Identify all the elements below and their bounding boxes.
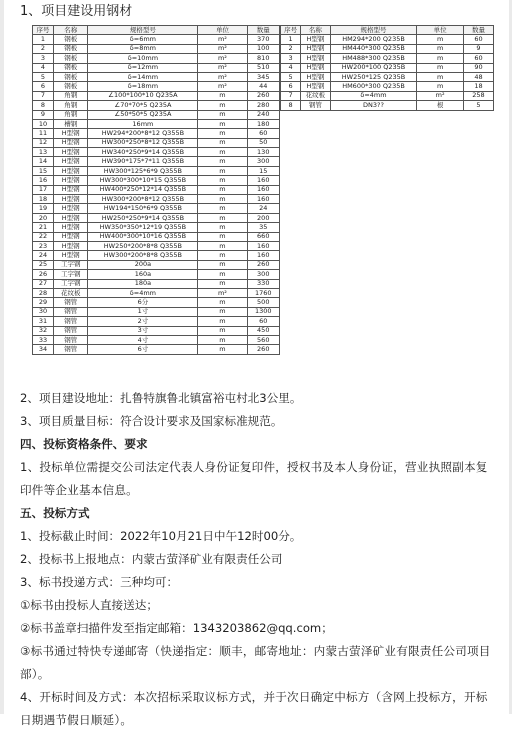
table-row [33, 223, 280, 232]
cell-spec: HW350*350*12*19 Q355B [88, 223, 198, 232]
cell-unit: 根 [417, 101, 464, 110]
cell-qty: 1300 [247, 307, 279, 316]
header-qty: 数量 [463, 26, 493, 35]
cell-name: 钢管 [53, 317, 88, 326]
cell-unit: m [417, 82, 464, 91]
cell-no: 19 [33, 204, 54, 213]
cell-no: 24 [33, 251, 54, 260]
cell-spec: HW300*250*8*12 Q355B [88, 138, 198, 147]
cell-spec: ∠100*100*10 Q235A [88, 91, 198, 100]
cell-qty: 810 [247, 54, 279, 63]
cell-unit: m [198, 335, 247, 344]
cell-name: 钢板 [53, 63, 88, 72]
cell-unit: m [417, 44, 464, 53]
cell-spec: 180a [88, 279, 198, 288]
cell-no: 9 [33, 110, 54, 119]
cell-qty: 370 [247, 35, 279, 44]
table-row [33, 157, 280, 166]
cell-unit: m [198, 279, 247, 288]
bid-deadline: 1、投标截止时间：2022年10月21日中午12时00分。 [20, 529, 302, 543]
cell-no: 12 [33, 138, 54, 147]
cell-no: 2 [281, 44, 301, 53]
table-row [33, 213, 280, 222]
table-row [33, 44, 280, 53]
cell-spec: HW400*300*10*16 Q355B [88, 232, 198, 241]
bid-location: 2、投标书上报地点：内蒙古萤泽矿业有限责任公司 [20, 552, 283, 566]
cell-no: 4 [281, 63, 301, 72]
cell-qty: 90 [463, 63, 493, 72]
cell-unit: m² [198, 54, 247, 63]
cell-spec: 4寸 [88, 335, 198, 344]
cell-unit: m [198, 138, 247, 147]
cell-qty: 660 [247, 232, 279, 241]
table-row [33, 335, 280, 344]
left-border [0, 0, 4, 714]
cell-name: H型钢 [53, 195, 88, 204]
cell-no: 15 [33, 166, 54, 175]
cell-unit: m² [198, 288, 247, 297]
cell-spec: δ=4mm [330, 91, 417, 100]
cell-spec: HW250*250*9*14 Q355B [88, 213, 198, 222]
cell-no: 1 [33, 35, 54, 44]
cell-qty: 24 [247, 204, 279, 213]
cell-spec: HW250*125 Q235B [330, 72, 417, 81]
cell-name: 角钢 [53, 91, 88, 100]
cell-unit: m [198, 204, 247, 213]
delivery-in-person: ①标书由投标人直接送达； [20, 598, 158, 612]
cell-name: 钢管 [301, 101, 331, 110]
cell-name: H型钢 [53, 166, 88, 175]
cell-name: 钢管 [53, 298, 88, 307]
cell-spec: HW300*200*8*8 Q355B [88, 251, 198, 260]
cell-spec: 6寸 [88, 345, 198, 354]
cell-qty: 300 [247, 157, 279, 166]
table-row [281, 101, 494, 110]
cell-unit: m² [198, 35, 247, 44]
cell-qty: 450 [247, 326, 279, 335]
cell-no: 23 [33, 241, 54, 250]
table-row [33, 166, 280, 175]
cell-name: H型钢 [53, 148, 88, 157]
cell-spec: δ=4mm [88, 288, 198, 297]
cell-spec: HW194*150*6*9 Q355B [88, 204, 198, 213]
cell-unit: m [198, 298, 247, 307]
header-spec: 规格型号 [88, 26, 198, 35]
cell-name: 角钢 [53, 101, 88, 110]
cell-spec: 6分 [88, 298, 198, 307]
cell-qty: 260 [247, 260, 279, 269]
table-row [33, 63, 280, 72]
cell-unit: m [198, 260, 247, 269]
cell-qty: 60 [247, 317, 279, 326]
cell-unit: m [417, 72, 464, 81]
cell-spec: HW300*125*6*9 Q355B [88, 166, 198, 175]
cell-unit: m² [198, 44, 247, 53]
cell-spec: 160a [88, 270, 198, 279]
quality-target: 3、项目质量目标：符合设计要求及国家标准规范。 [20, 414, 283, 428]
cell-spec: DN3?? [330, 101, 417, 110]
table-row [281, 44, 494, 53]
cell-no: 3 [33, 54, 54, 63]
cell-name: H型钢 [53, 204, 88, 213]
table-row [33, 195, 280, 204]
cell-name: H型钢 [53, 241, 88, 250]
cell-unit: m [198, 195, 247, 204]
cell-no: 32 [33, 326, 54, 335]
table-row [33, 298, 280, 307]
table-row [281, 72, 494, 81]
cell-qty: 50 [247, 138, 279, 147]
table-row [33, 279, 280, 288]
cell-no: 8 [33, 101, 54, 110]
cell-name: 钢板 [53, 54, 88, 63]
cell-name: 花纹板 [301, 91, 331, 100]
table-row [33, 119, 280, 128]
cell-unit: m² [198, 82, 247, 91]
cell-no: 27 [33, 279, 54, 288]
cell-name: 角钢 [53, 110, 88, 119]
cell-unit: m [198, 326, 247, 335]
cell-spec: HM440*300 Q235B [330, 44, 417, 53]
cell-unit: m [198, 232, 247, 241]
table-row [33, 110, 280, 119]
cell-qty: 258 [463, 91, 493, 100]
table-row [281, 91, 494, 100]
header-no: 序号 [281, 26, 301, 35]
cell-spec: HW250*200*8*8 Q355B [88, 241, 198, 250]
table-row [33, 307, 280, 316]
cell-name: 工字钢 [53, 260, 88, 269]
cell-name: H型钢 [53, 232, 88, 241]
cell-unit: m [198, 101, 247, 110]
qualification-heading: 四、投标资格条件、要求 [20, 437, 148, 451]
cell-unit: m [198, 166, 247, 175]
cell-qty: 260 [247, 345, 279, 354]
table-row [33, 317, 280, 326]
table-row [33, 176, 280, 185]
cell-no: 29 [33, 298, 54, 307]
cell-qty: 15 [247, 166, 279, 175]
cell-name: H型钢 [53, 223, 88, 232]
cell-no: 13 [33, 148, 54, 157]
table-row [281, 54, 494, 63]
section-heading-steel: 1、项目建设用钢材 [20, 4, 133, 19]
cell-spec: ∠70*70*5 Q235A [88, 101, 198, 110]
cell-no: 6 [33, 82, 54, 91]
header-unit: 单位 [198, 26, 247, 35]
cell-no: 10 [33, 119, 54, 128]
table-row [33, 101, 280, 110]
cell-name: 钢管 [53, 326, 88, 335]
table-row [33, 251, 280, 260]
table-row [281, 35, 494, 44]
cell-qty: 160 [247, 251, 279, 260]
cell-name: H型钢 [53, 157, 88, 166]
cell-spec: 2寸 [88, 317, 198, 326]
cell-qty: 160 [247, 176, 279, 185]
cell-no: 28 [33, 288, 54, 297]
cell-name: 钢板 [53, 44, 88, 53]
header-name: 名称 [301, 26, 331, 35]
cell-unit: m [417, 35, 464, 44]
cell-unit: m [198, 185, 247, 194]
project-address: 2、项目建设地址：扎鲁特旗鲁北镇富裕屯村北3公里。 [20, 391, 302, 405]
cell-qty: 280 [247, 101, 279, 110]
cell-no: 14 [33, 157, 54, 166]
table-row [33, 288, 280, 297]
cell-spec: HW300*300*10*15 Q355B [88, 176, 198, 185]
cell-unit: m [198, 148, 247, 157]
cell-qty: 260 [247, 91, 279, 100]
cell-unit: m [198, 251, 247, 260]
cell-qty: 130 [247, 148, 279, 157]
cell-unit: m [198, 307, 247, 316]
cell-no: 26 [33, 270, 54, 279]
table-header-row [33, 26, 280, 35]
cell-no: 34 [33, 345, 54, 354]
cell-unit: m [198, 223, 247, 232]
cell-qty: 300 [247, 270, 279, 279]
cell-no: 1 [281, 35, 301, 44]
cell-qty: 240 [247, 110, 279, 119]
cell-no: 21 [33, 223, 54, 232]
cell-unit: m [198, 110, 247, 119]
cell-name: H型钢 [301, 35, 331, 44]
cell-no: 17 [33, 185, 54, 194]
table-row [33, 54, 280, 63]
table-header-row [281, 26, 494, 35]
cell-name: 钢管 [53, 345, 88, 354]
cell-qty: 330 [247, 279, 279, 288]
cell-name: H型钢 [53, 129, 88, 138]
cell-qty: 60 [463, 54, 493, 63]
cell-name: H型钢 [53, 176, 88, 185]
table-row [33, 35, 280, 44]
cell-spec: 16mm [88, 119, 198, 128]
cell-unit: m [198, 176, 247, 185]
cell-name: H型钢 [53, 138, 88, 147]
cell-qty: 44 [247, 82, 279, 91]
delivery-email: ②标书盖章扫描件发至指定邮箱：1343203862@qq.com； [20, 621, 333, 635]
cell-spec: HM488*300 Q235B [330, 54, 417, 63]
cell-no: 30 [33, 307, 54, 316]
cell-unit: m [198, 270, 247, 279]
cell-spec: HW340*250*9*14 Q355B [88, 148, 198, 157]
table-row [33, 345, 280, 354]
cell-name: 钢板 [53, 72, 88, 81]
cell-no: 22 [33, 232, 54, 241]
cell-name: H型钢 [301, 72, 331, 81]
cell-no: 31 [33, 317, 54, 326]
cell-name: H型钢 [53, 185, 88, 194]
cell-spec: 1寸 [88, 307, 198, 316]
steel-table-left [32, 25, 280, 355]
cell-no: 2 [33, 44, 54, 53]
cell-name: H型钢 [301, 63, 331, 72]
cell-spec: δ=10mm [88, 54, 198, 63]
cell-unit: m [198, 129, 247, 138]
cell-name: 钢管 [53, 335, 88, 344]
cell-spec: HW390*175*7*11 Q355B [88, 157, 198, 166]
cell-spec: 3寸 [88, 326, 198, 335]
cell-unit: m [198, 213, 247, 222]
cell-name: H型钢 [301, 54, 331, 63]
cell-qty: 1760 [247, 288, 279, 297]
table-row [33, 204, 280, 213]
cell-no: 4 [33, 63, 54, 72]
cell-no: 5 [33, 72, 54, 81]
cell-spec: HW400*250*12*14 Q355B [88, 185, 198, 194]
cell-no: 7 [33, 91, 54, 100]
table-row [33, 91, 280, 100]
cell-no: 33 [33, 335, 54, 344]
cell-no: 8 [281, 101, 301, 110]
cell-name: 槽钢 [53, 119, 88, 128]
table-row [33, 138, 280, 147]
cell-name: H型钢 [301, 82, 331, 91]
header-name: 名称 [53, 26, 88, 35]
cell-name: 花纹板 [53, 288, 88, 297]
cell-qty: 160 [247, 185, 279, 194]
cell-name: H型钢 [53, 251, 88, 260]
cell-no: 6 [281, 82, 301, 91]
table-row [33, 326, 280, 335]
cell-qty: 48 [463, 72, 493, 81]
cell-no: 16 [33, 176, 54, 185]
cell-name: 工字钢 [53, 279, 88, 288]
cell-no: 25 [33, 260, 54, 269]
table-row [33, 270, 280, 279]
table-row [33, 232, 280, 241]
cell-unit: m [417, 54, 464, 63]
delivery-express: ③标书通过特快专递邮寄（快递指定：顺丰，邮寄地址：内蒙古萤泽矿业有限责任公司项目部）。 [20, 644, 491, 681]
cell-unit: m [198, 241, 247, 250]
cell-no: 18 [33, 195, 54, 204]
cell-no: 7 [281, 91, 301, 100]
cell-qty: 35 [247, 223, 279, 232]
cell-spec: HW200*100 Q235B [330, 63, 417, 72]
header-unit: 单位 [417, 26, 464, 35]
cell-qty: 180 [247, 119, 279, 128]
cell-spec: δ=6mm [88, 35, 198, 44]
table-row [281, 82, 494, 91]
cell-spec: HW300*200*8*12 Q355B [88, 195, 198, 204]
cell-qty: 60 [247, 129, 279, 138]
table-row [33, 129, 280, 138]
cell-spec: HM294*200 Q235B [330, 35, 417, 44]
table-row [33, 260, 280, 269]
cell-spec: δ=8mm [88, 44, 198, 53]
cell-spec: HW294*200*8*12 Q355B [88, 129, 198, 138]
steel-tables [14, 25, 504, 387]
cell-qty: 500 [247, 298, 279, 307]
cell-qty: 60 [463, 35, 493, 44]
cell-qty: 345 [247, 72, 279, 81]
cell-qty: 160 [247, 241, 279, 250]
cell-name: 钢板 [53, 35, 88, 44]
method-heading: 五、投标方式 [20, 506, 90, 520]
steel-table-right [280, 25, 494, 111]
cell-qty: 560 [247, 335, 279, 344]
cell-spec: δ=14mm [88, 72, 198, 81]
header-qty: 数量 [247, 26, 279, 35]
table-row [33, 185, 280, 194]
cell-no: 3 [281, 54, 301, 63]
cell-name: 钢管 [53, 307, 88, 316]
cell-spec: HM600*300 Q235B [330, 82, 417, 91]
header-spec: 规格型号 [330, 26, 417, 35]
cell-qty: 200 [247, 213, 279, 222]
cell-no: 5 [281, 72, 301, 81]
table-row [33, 241, 280, 250]
cell-unit: m [198, 119, 247, 128]
cell-spec: δ=18mm [88, 82, 198, 91]
cell-name: 工字钢 [53, 270, 88, 279]
cell-spec: 200a [88, 260, 198, 269]
cell-unit: m² [198, 63, 247, 72]
cell-no: 20 [33, 213, 54, 222]
cell-qty: 5 [463, 101, 493, 110]
table-row [33, 72, 280, 81]
table-row [33, 82, 280, 91]
cell-unit: m [198, 157, 247, 166]
cell-name: H型钢 [53, 213, 88, 222]
cell-qty: 510 [247, 63, 279, 72]
cell-unit: m [417, 63, 464, 72]
table-row [33, 148, 280, 157]
cell-qty: 9 [463, 44, 493, 53]
cell-no: 11 [33, 129, 54, 138]
cell-unit: m [198, 91, 247, 100]
cell-name: 钢板 [53, 82, 88, 91]
cell-qty: 18 [463, 82, 493, 91]
bid-opening: 4、开标时间及方式：本次招标采取议标方式，并于次日确定中标方（含网上投标方，开标日期遇节假日顺延）。 [20, 690, 488, 727]
cell-unit: m² [198, 72, 247, 81]
cell-unit: m [198, 317, 247, 326]
cell-spec: δ=12mm [88, 63, 198, 72]
cell-spec: ∠50*50*5 Q235A [88, 110, 198, 119]
table-row [281, 63, 494, 72]
cell-unit: m² [417, 91, 464, 100]
cell-name: H型钢 [301, 44, 331, 53]
document-body [14, 0, 504, 732]
cell-qty: 160 [247, 195, 279, 204]
qualification-text: 1、投标单位需提交公司法定代表人身份证复印件，授权书及本人身份证，营业执照副本复印件等企业基本信息。 [20, 460, 488, 497]
delivery-methods: 3、标书投递方式：三种均可： [20, 575, 179, 589]
cell-qty: 100 [247, 44, 279, 53]
cell-unit: m [198, 345, 247, 354]
header-no: 序号 [33, 26, 54, 35]
